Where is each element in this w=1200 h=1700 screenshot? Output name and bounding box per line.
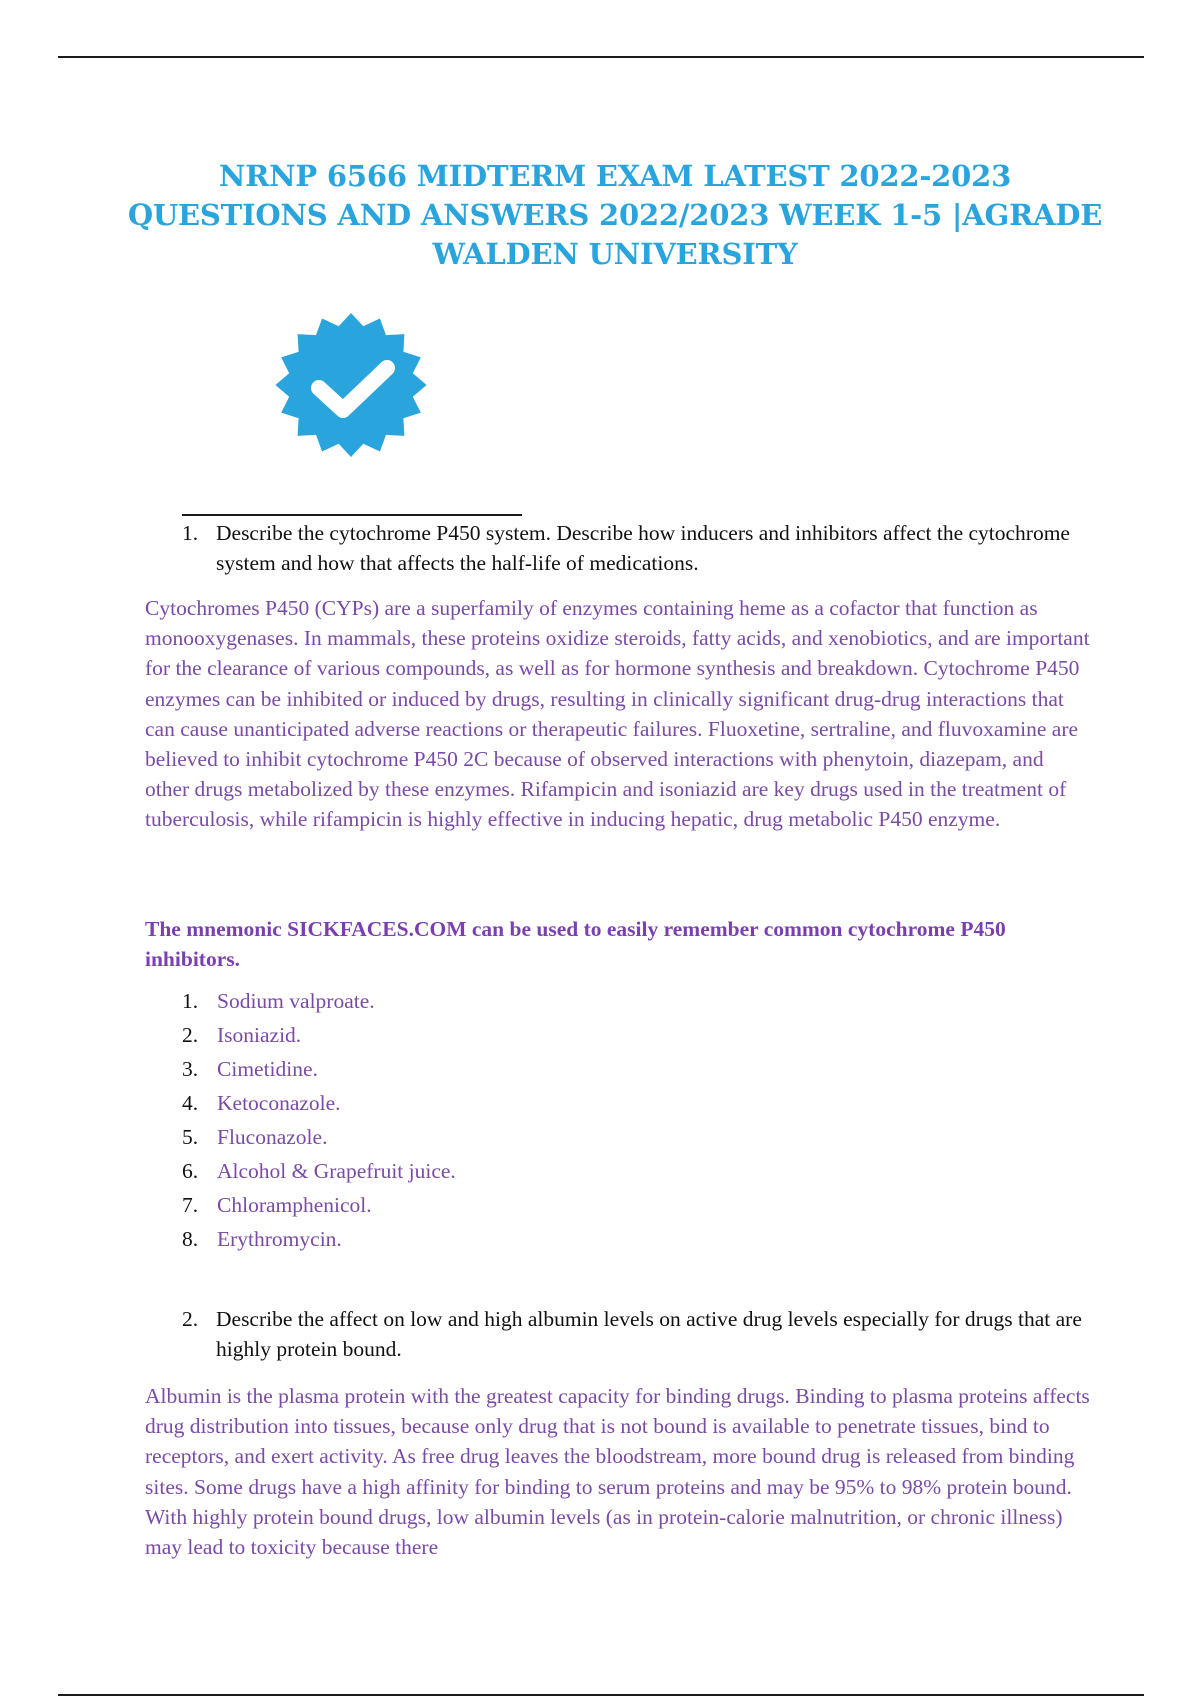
document-title: NRNP 6566 MIDTERM EXAM LATEST 2022-2023 QUESTIONS AND ANSWERS 2022/2023 WEEK 1-5 |AGRADE WALDEN UNIVERSITY bbox=[127, 159, 1103, 272]
answer-2: Albumin is the plasma protein with the greatest capacity for binding drugs. Binding to plasma proteins affects drug distribution into tissues, because only drug that is not bound is available to penetrate tissues, bind to receptors, and exert activity. As free drug leaves the bloodstream, more bound drug is released from binding sites. Some drugs have a high affinity for binding to serum proteins and may be 95% to 98% protein bound. With highly protein bound drugs, low albumin levels (as in protein-calorie malnutrition, or chronic illness) may lead to toxicity because there bbox=[145, 1384, 1090, 1560]
section-divider bbox=[182, 514, 522, 516]
list-item: 4. Ketoconazole. bbox=[182, 1091, 341, 1115]
list-item: 3. Cimetidine. bbox=[182, 1057, 318, 1081]
list-item: 2. Isoniazid. bbox=[182, 1023, 302, 1047]
list-item: 6. Alcohol & Grapefruit juice. bbox=[182, 1159, 456, 1183]
bottom-divider bbox=[58, 1694, 1144, 1696]
list-item: 8. Erythromycin. bbox=[182, 1227, 342, 1251]
question-1 bbox=[182, 518, 1082, 578]
question-number: 1. bbox=[182, 521, 199, 545]
answer-1: Cytochromes P450 (CYPs) are a superfamily of enzymes containing heme as a cofactor that function as monooxygenases. In mammals, these proteins oxidize steroids, fatty acids, and xenobiotics, and are important for the clearance of various compounds, as well as for hormone synthesis and breakdown. Cytochrome P450 enzymes can be inhibited or induced by drugs, resulting in clinically significant drug-drug interactions that can cause unanticipated adverse reactions or therapeutic failures. Fluoxetine, sertraline, and fluvoxamine are believed to inhibit cytochrome P450 2C because of observed interactions with phenytoin, diazepam, and other drugs metabolized by these enzymes. Rifampicin and isoniazid are key drugs used in the treatment of tuberculosis, while rifampicin is highly effective in inducing hepatic, drug metabolic P450 enzyme. bbox=[145, 596, 1090, 832]
question-2 bbox=[182, 1304, 1082, 1364]
verified-checkmark-badge-icon bbox=[253, 310, 449, 460]
question-number: 2. bbox=[182, 1307, 199, 1331]
list-item: 1. Sodium valproate. bbox=[182, 989, 375, 1013]
question-text: Describe the cytochrome P450 system. Describe how inducers and inhibitors affect the cytochrome system and how that affects the half-life of medications. bbox=[216, 521, 1070, 575]
inhibitor-list bbox=[182, 986, 456, 1258]
mnemonic-heading: The mnemonic SICKFACES.COM can be used to easily remember common cytochrome P450 inhibitors. bbox=[145, 917, 1006, 971]
top-divider bbox=[58, 56, 1144, 58]
list-item: 5. Fluconazole. bbox=[182, 1125, 328, 1149]
question-text: Describe the affect on low and high albumin levels on active drug levels especially for drugs that are highly protein bound. bbox=[216, 1307, 1082, 1361]
list-item: 7. Chloramphenicol. bbox=[182, 1193, 372, 1217]
